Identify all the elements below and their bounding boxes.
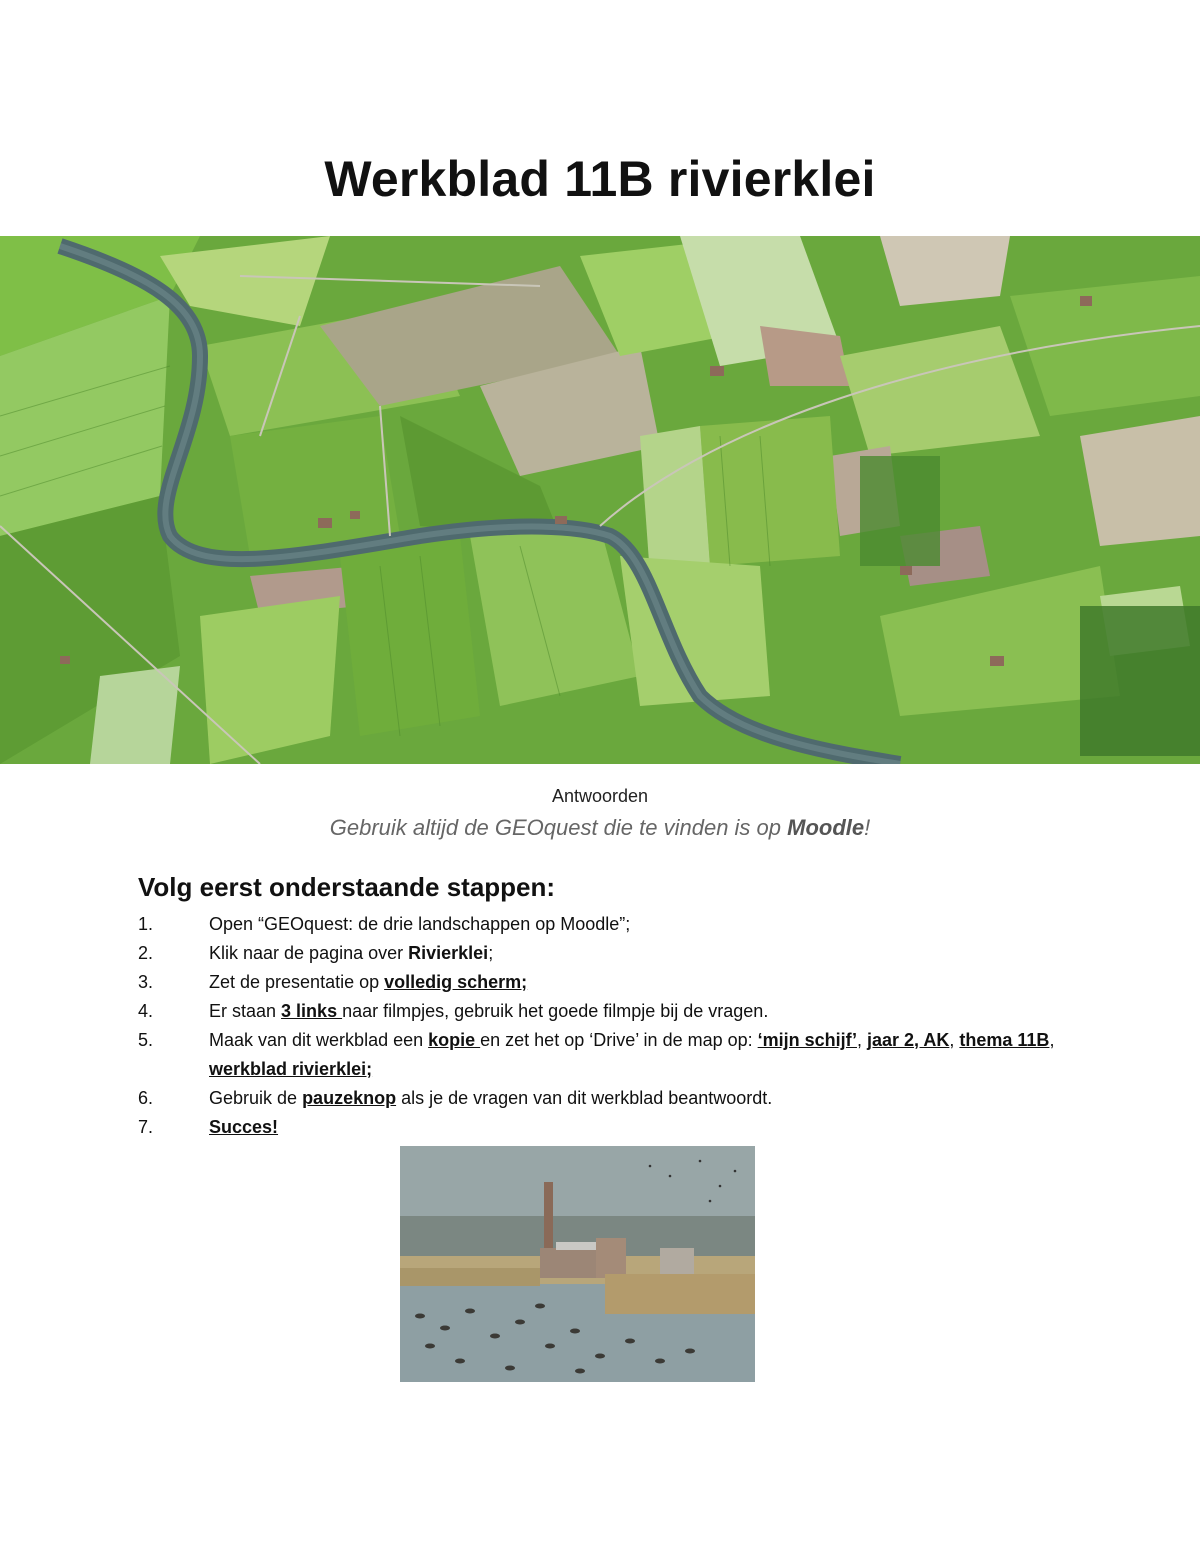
step-item xyxy=(138,1084,1058,1113)
step-text-part: Open “GEOquest: de drie landschappen op Moodle”; xyxy=(209,914,631,934)
moodle-instruction-suffix: ! xyxy=(864,815,871,840)
step-text-part: werkblad rivierklei; xyxy=(209,1059,373,1079)
steps-heading: Volg eerst onderstaande stappen: xyxy=(138,872,556,902)
moodle-instruction-text: Gebruik altijd de GEOquest die te vinden is op xyxy=(329,815,788,840)
step-text-part: thema 11B xyxy=(959,1030,1050,1050)
step-text-part: pauzeknop xyxy=(302,1088,397,1108)
page-title: Werkblad 11B rivierklei xyxy=(324,151,876,207)
step-text xyxy=(209,968,1058,997)
moodle-link-text: Moodle xyxy=(787,815,865,840)
step-number: 2. xyxy=(138,943,154,963)
steps-list xyxy=(138,910,1058,1142)
step-text-part: jaar 2, AK xyxy=(867,1030,950,1050)
step-text-part: , xyxy=(949,1030,960,1050)
step-number: 4. xyxy=(138,1001,154,1021)
step-number: 5. xyxy=(138,1030,154,1050)
step-text-part: ; xyxy=(488,943,494,963)
step-item xyxy=(138,1026,1058,1084)
step-text xyxy=(209,910,1058,939)
step-text-part: Gebruik de xyxy=(209,1088,303,1108)
step-text-part: Succes! xyxy=(209,1117,279,1137)
step-text-part: ‘mijn schijf’ xyxy=(757,1030,857,1050)
aerial-river-landscape-image xyxy=(0,236,1200,764)
step-text-part: Zet de presentatie op xyxy=(209,972,385,992)
step-text-part: , xyxy=(856,1030,867,1050)
step-number: 6. xyxy=(138,1088,154,1108)
moodle-instruction xyxy=(0,815,1200,841)
step-item xyxy=(138,910,1058,939)
step-text-part: Rivierklei xyxy=(408,943,489,963)
step-item xyxy=(138,968,1058,997)
step-number: 3. xyxy=(138,972,154,992)
step-number: 7. xyxy=(138,1117,154,1137)
step-item xyxy=(138,1113,1058,1142)
step-text-part: , xyxy=(1049,1030,1055,1050)
step-text-part: naar filmpjes, gebruik het goede filmpje bij de vragen. xyxy=(342,1001,769,1021)
step-text-part: Er staan xyxy=(209,1001,282,1021)
step-text-part: kopie xyxy=(428,1030,481,1050)
step-text xyxy=(209,997,1058,1026)
step-item xyxy=(138,939,1058,968)
step-text xyxy=(209,1113,1058,1142)
step-number: 1. xyxy=(138,914,154,934)
step-text-part: als je de vragen van dit werkblad beantwoordt. xyxy=(396,1088,773,1108)
step-item xyxy=(138,997,1058,1026)
step-text xyxy=(209,1084,1058,1113)
step-text-part: Maak van dit werkblad een xyxy=(209,1030,429,1050)
step-text xyxy=(209,1026,1058,1084)
step-text xyxy=(209,939,1058,968)
answers-label: Antwoorden xyxy=(551,786,649,806)
step-text-part: 3 links xyxy=(281,1001,343,1021)
step-text-part: en zet het op ‘Drive’ in de map op: xyxy=(480,1030,758,1050)
step-text-part: volledig scherm; xyxy=(384,972,528,992)
pumping-station-photo xyxy=(400,1146,755,1382)
step-text-part: Klik naar de pagina over xyxy=(209,943,409,963)
